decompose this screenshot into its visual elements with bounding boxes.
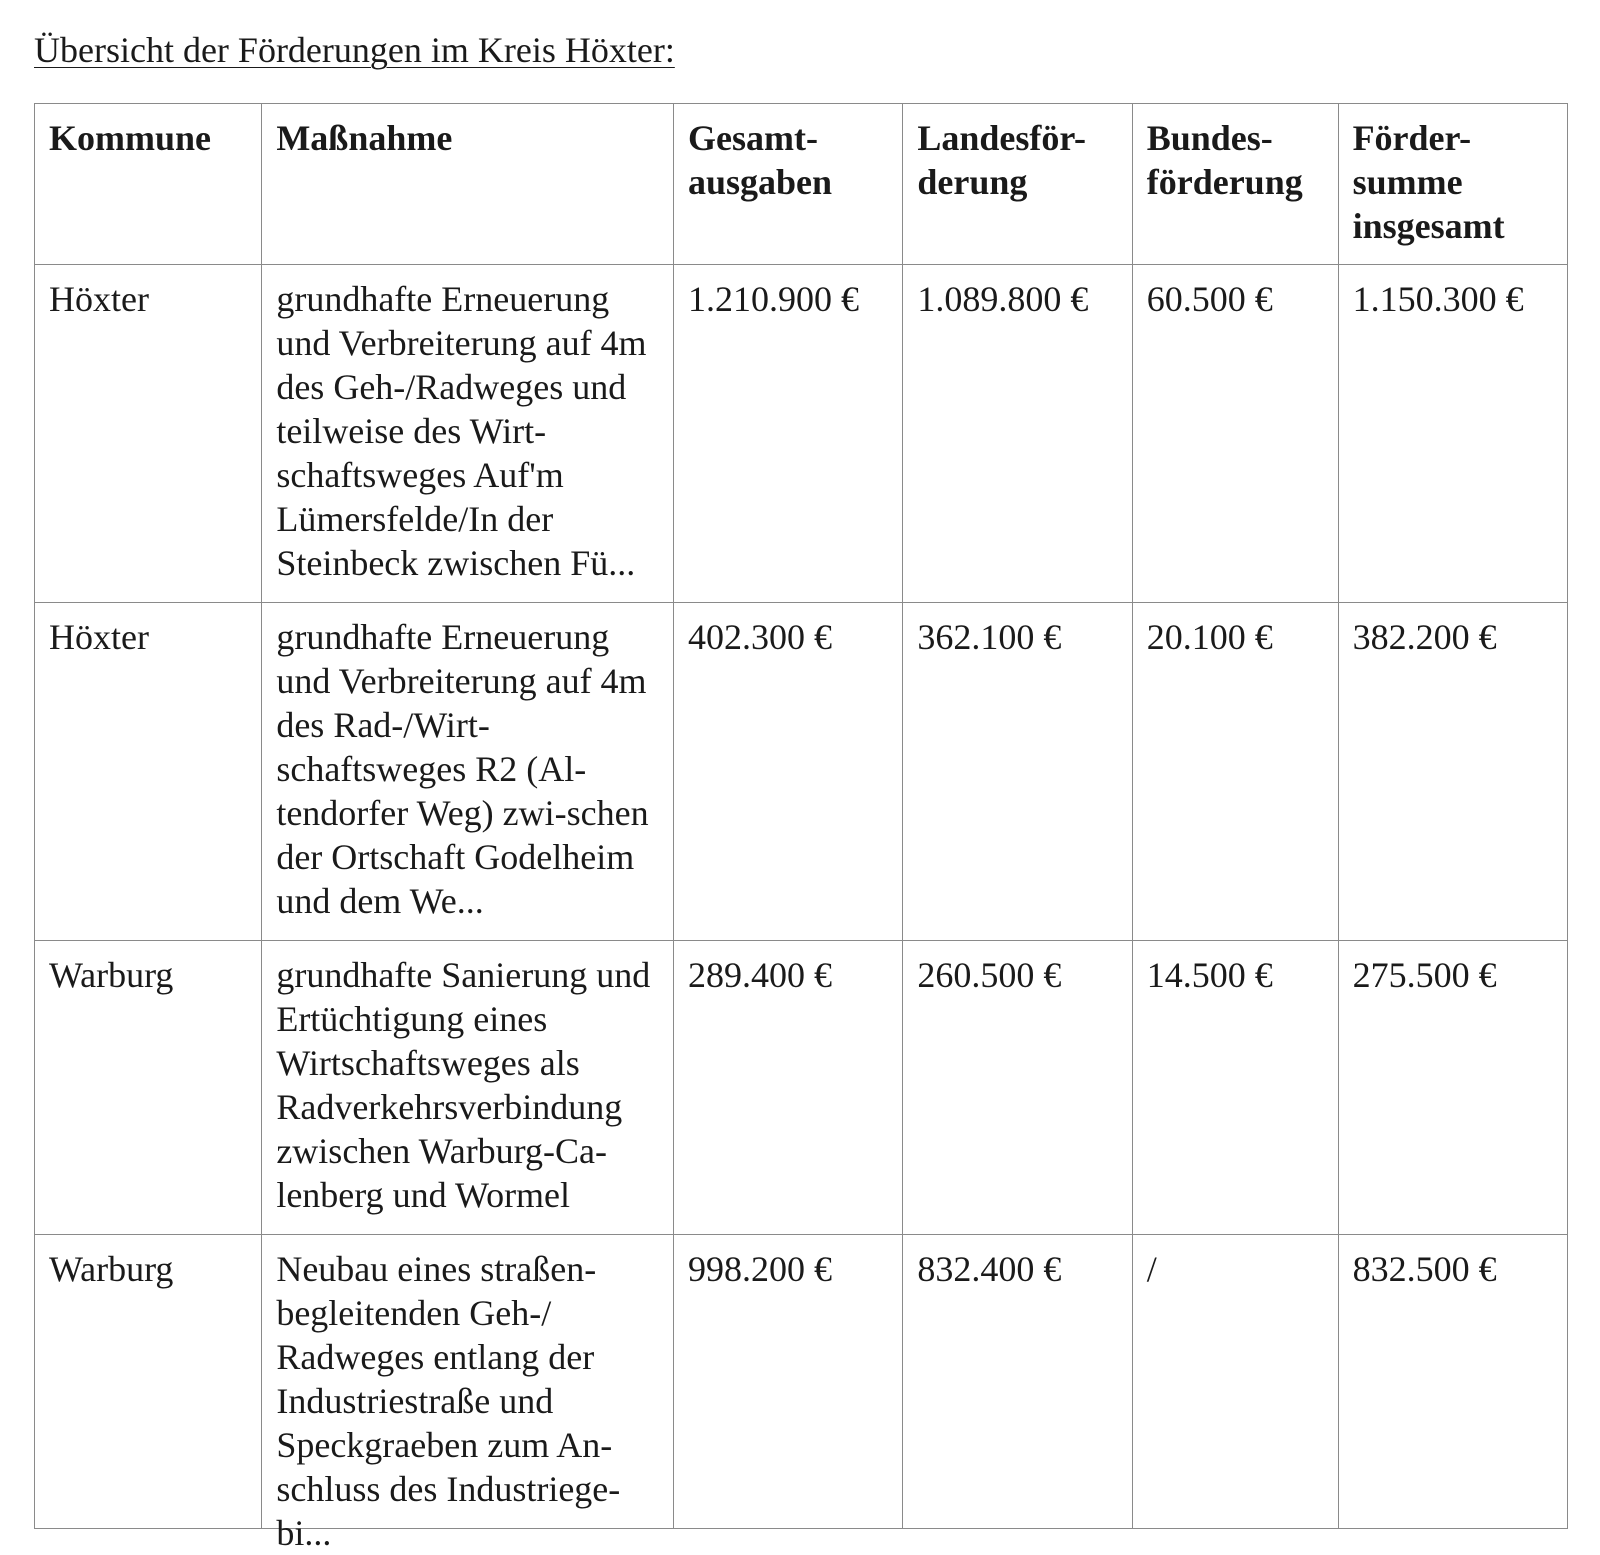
table-row (35, 1235, 1568, 1529)
header-gesamtausgaben: Gesamt- ausgaben (673, 104, 902, 265)
cell-kommune: Warburg (35, 941, 262, 1235)
cell-kommune: Höxter (35, 603, 262, 941)
cell-landesfoerderung: 260.500 € (903, 941, 1132, 1235)
cell-bundesfoerderung: 20.100 € (1132, 603, 1338, 941)
cell-foerdersumme: 382.200 € (1338, 603, 1567, 941)
cell-massnahme: grundhafte Erneuerung und Verbreiterung auf 4m des Rad-/Wirt-schaftsweges R2 (Al-tendorfer Weg) zwi-schen der Ortschaft Godelheim und dem We... (262, 603, 674, 941)
cell-massnahme: grundhafte Erneuerung und Verbreiterung auf 4m des Geh-/Radweges und teilweise des Wirt-schaftsweges Auf'm Lümersfelde/In der Steinbeck zwischen Fü... (262, 265, 674, 603)
cell-foerdersumme: 832.500 € (1338, 1235, 1567, 1529)
table-header-row (35, 104, 1568, 265)
document-title: Übersicht der Förderungen im Kreis Höxter: (34, 30, 675, 70)
table-row (35, 941, 1568, 1235)
cell-gesamtausgaben: 289.400 € (673, 941, 902, 1235)
cell-foerdersumme: 275.500 € (1338, 941, 1567, 1235)
header-massnahme: Maßnahme (262, 104, 674, 265)
cell-landesfoerderung: 362.100 € (903, 603, 1132, 941)
cell-kommune: Höxter (35, 265, 262, 603)
cell-gesamtausgaben: 998.200 € (673, 1235, 902, 1529)
header-landesfoerderung: Landesför- derung (903, 104, 1132, 265)
cell-kommune: Warburg (35, 1235, 262, 1529)
table-row (35, 603, 1568, 941)
header-kommune: Kommune (35, 104, 262, 265)
table-row (35, 265, 1568, 603)
cell-bundesfoerderung: 60.500 € (1132, 265, 1338, 603)
header-foerdersumme: Förder- summe insgesamt (1338, 104, 1567, 265)
cell-landesfoerderung: 1.089.800 € (903, 265, 1132, 603)
header-bundesfoerderung: Bundes- förderung (1132, 104, 1338, 265)
cell-foerdersumme: 1.150.300 € (1338, 265, 1567, 603)
cell-bundesfoerderung: / (1132, 1235, 1338, 1529)
cell-bundesfoerderung: 14.500 € (1132, 941, 1338, 1235)
cell-massnahme: Neubau eines straßen-begleitenden Geh-/ Radweges entlang der Industriestraße und Speckgraeben zum An-schluss des Industriege-bi... (262, 1235, 674, 1529)
funding-table (34, 103, 1568, 1553)
cell-landesfoerderung: 832.400 € (903, 1235, 1132, 1529)
cell-gesamtausgaben: 1.210.900 € (673, 265, 902, 603)
cell-gesamtausgaben: 402.300 € (673, 603, 902, 941)
cell-massnahme: grundhafte Sanierung und Ertüchtigung eines Wirtschaftsweges als Radverkehrsverbindung zwischen Warburg-Ca-lenberg und Wormel (262, 941, 674, 1235)
